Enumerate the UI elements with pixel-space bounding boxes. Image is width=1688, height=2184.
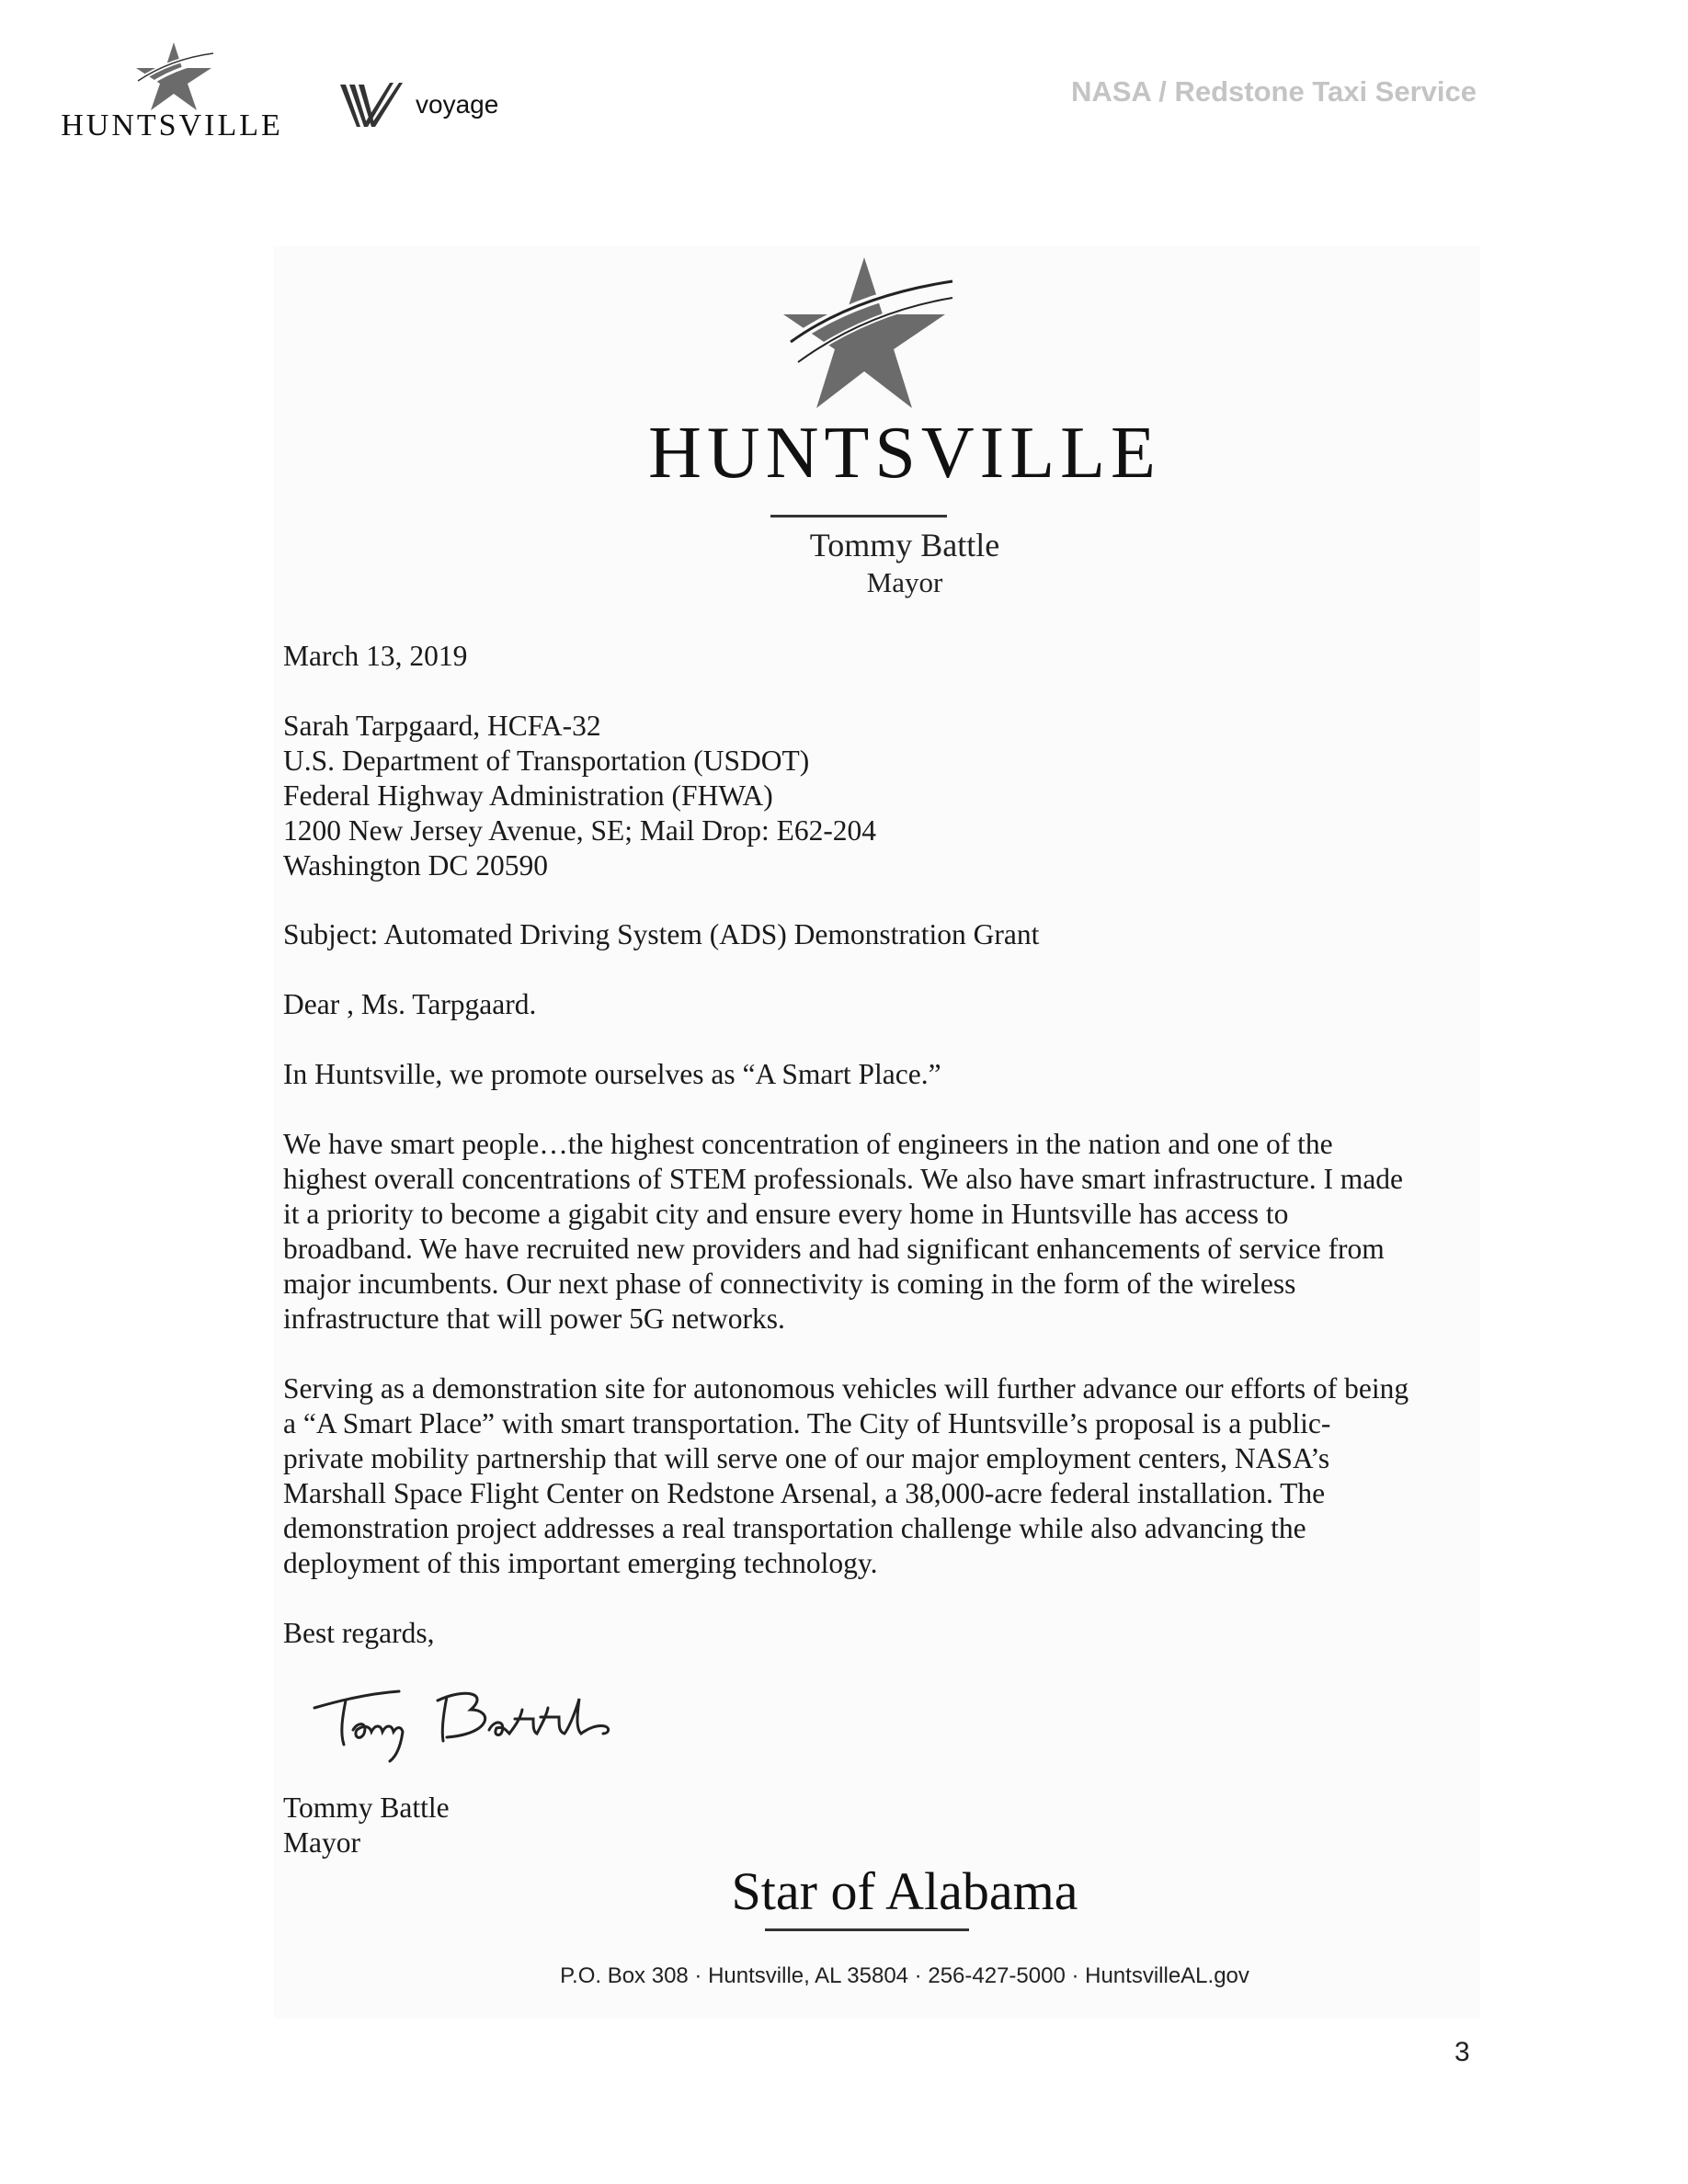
city-motto: Star of Alabama xyxy=(731,1861,1078,1921)
address-line: Federal Highway Administration (FHWA) xyxy=(283,779,773,812)
address-line: 1200 New Jersey Avenue, SE; Mail Drop: E62-204 xyxy=(283,814,877,847)
service-title: NASA / Redstone Taxi Service xyxy=(1070,75,1477,108)
voyage-v-icon xyxy=(338,81,405,131)
header-city-wordmark: HUNTSVILLE xyxy=(61,108,283,142)
paragraph-line: it a priority to become a gigabit city and ensure every home in Huntsville has access to xyxy=(283,1198,1289,1230)
huntsville-star-icon xyxy=(772,254,956,412)
page-number: 3 xyxy=(1454,2037,1470,2067)
huntsville-star-icon xyxy=(132,40,215,112)
paragraph-line: deployment of this important emerging technology. xyxy=(283,1547,878,1579)
signer-title: Mayor xyxy=(283,1826,360,1859)
address-line: U.S. Department of Transportation (USDOT) xyxy=(283,745,810,777)
paragraph-line: private mobility partnership that will serve one of our major employment centers, NASA’s xyxy=(283,1442,1330,1474)
letter-date: March 13, 2019 xyxy=(283,640,468,672)
paragraph-line: demonstration project addresses a real transportation challenge while also advancing the xyxy=(283,1512,1306,1544)
letter-footer-contact: P.O. Box 308 · Huntsville, AL 35804 · 256-427-5000 · HuntsvilleAL.gov xyxy=(560,1963,1249,1988)
letterhead-city: HUNTSVILLE xyxy=(648,413,1161,494)
letterhead-divider xyxy=(770,515,947,518)
paragraph-line: Serving as a demonstration site for autonomous vehicles will further advance our efforts of being xyxy=(283,1372,1409,1405)
letterhead-mayor-name: Tommy Battle xyxy=(809,527,1000,563)
letter-scan xyxy=(274,246,1480,2019)
letterhead-mayor-title: Mayor xyxy=(866,566,943,598)
recipient-address xyxy=(283,709,1478,883)
voyage-wordmark: voyage xyxy=(416,90,499,119)
paragraph-2 xyxy=(283,1127,1478,1337)
paragraph-line: highest overall concentrations of STEM professionals. We also have smart infrastructure. I made xyxy=(283,1163,1404,1195)
paragraph-line: In Huntsville, we promote ourselves as “A Smart Place.” xyxy=(283,1058,941,1090)
paragraph-line: infrastructure that will power 5G networks. xyxy=(283,1302,785,1335)
paragraph-line: broadband. We have recruited new providers and had significant enhancements of service from xyxy=(283,1233,1385,1265)
motto-divider xyxy=(765,1928,969,1931)
address-line: Sarah Tarpgaard, HCFA-32 xyxy=(283,710,601,742)
paragraph-3 xyxy=(283,1371,1478,1581)
letter-salutation: Dear , Ms. Tarpgaard. xyxy=(283,988,537,1020)
letter-subject: Subject: Automated Driving System (ADS) Demonstration Grant xyxy=(283,918,1040,950)
paragraph-1 xyxy=(283,1057,1478,1092)
letter-closing: Best regards, xyxy=(283,1617,435,1649)
paragraph-line: major incumbents. Our next phase of connectivity is coming in the form of the wireless xyxy=(283,1268,1296,1300)
signer-name: Tommy Battle xyxy=(283,1792,450,1824)
paragraph-line: Marshall Space Flight Center on Redstone Arsenal, a 38,000-acre federal installation. The xyxy=(283,1477,1326,1509)
handwritten-signature xyxy=(309,1673,622,1765)
address-line: Washington DC 20590 xyxy=(283,849,548,882)
paragraph-line: a “A Smart Place” with smart transportation. The City of Huntsville’s proposal is a public- xyxy=(283,1407,1331,1439)
huntsville-header-logo xyxy=(57,37,287,147)
paragraph-line: We have smart people…the highest concentration of engineers in the nation and one of the xyxy=(283,1128,1333,1160)
